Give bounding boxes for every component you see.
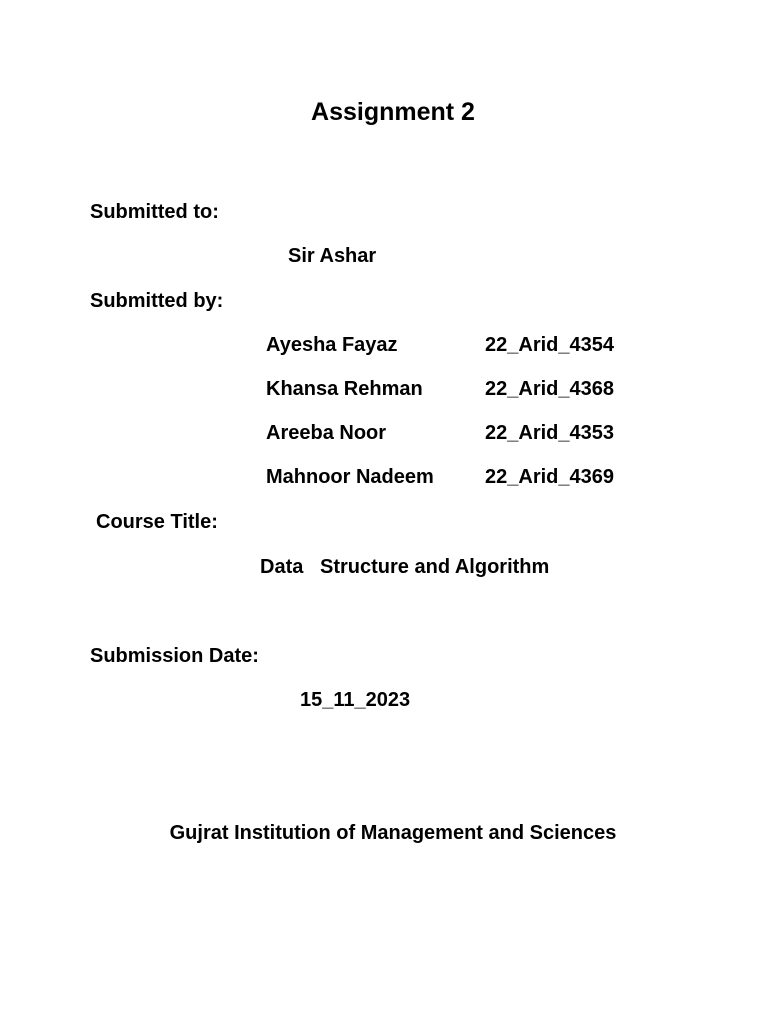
submitted-to-label: Submitted to: (90, 201, 219, 223)
student-id: 22_Arid_4369 (485, 466, 614, 488)
student-id: 22_Arid_4354 (485, 334, 614, 356)
student-name: Areeba Noor (266, 422, 387, 444)
student-id: 22_Arid_4353 (485, 422, 614, 444)
document-title: Assignment 2 (311, 98, 475, 126)
submitted-to-name: Sir Ashar (288, 245, 377, 267)
submission-date: 15_11_2023 (300, 689, 411, 711)
submitted-by-label: Submitted by: (90, 290, 224, 312)
student-id: 22_Arid_4368 (485, 378, 614, 400)
student-name: Ayesha Fayaz (266, 334, 398, 356)
submission-date-label: Submission Date: (90, 645, 259, 667)
course-title-label: Course Title: (96, 511, 218, 533)
student-name: Khansa Rehman (266, 378, 423, 400)
institution-name: Gujrat Institution of Management and Sciences (169, 822, 617, 844)
student-name: Mahnoor Nadeem (266, 466, 434, 488)
course-title: Data Structure and Algorithm (260, 556, 550, 578)
